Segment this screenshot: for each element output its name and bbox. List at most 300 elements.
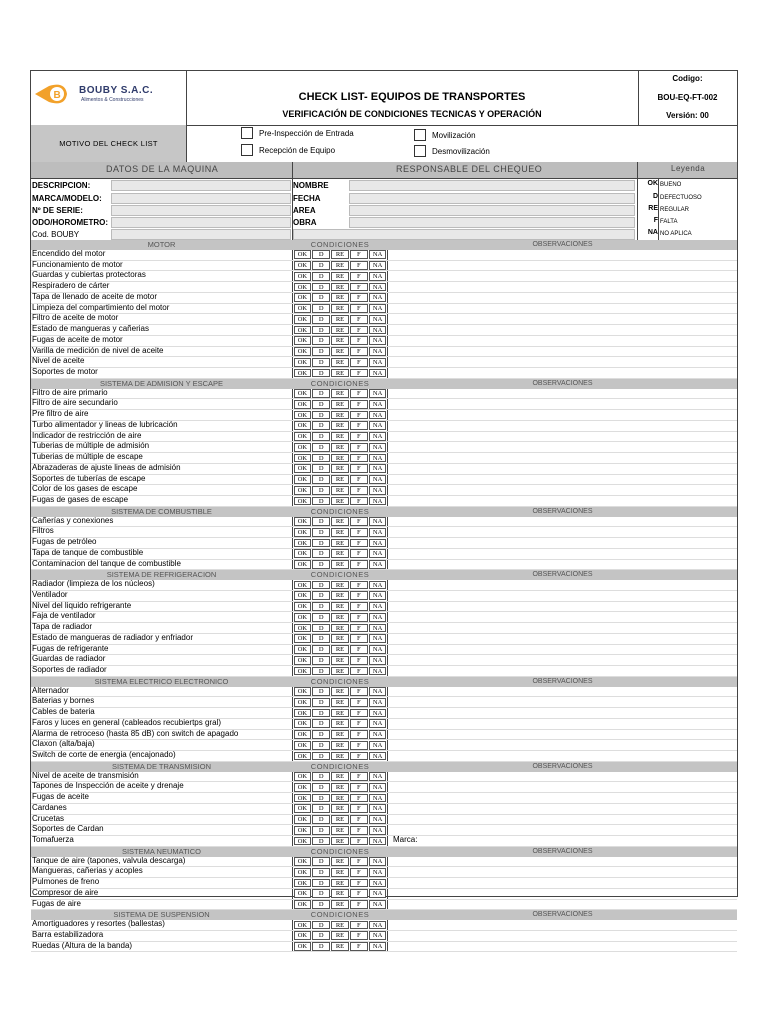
condition-option-f[interactable]: F	[350, 634, 368, 643]
condition-option-f[interactable]: F	[350, 783, 368, 792]
condition-option-ok[interactable]: OK	[294, 921, 312, 930]
condition-option-d[interactable]: D	[312, 497, 330, 506]
condition-option-na[interactable]: NA	[369, 730, 387, 739]
condition-option-re[interactable]: RE	[331, 304, 349, 313]
condition-option-na[interactable]: NA	[369, 400, 387, 409]
condition-option-na[interactable]: NA	[369, 656, 387, 665]
condition-option-na[interactable]: NA	[369, 250, 387, 259]
condition-option-re[interactable]: RE	[331, 560, 349, 569]
condition-option-ok[interactable]: OK	[294, 421, 312, 430]
condition-option-na[interactable]: NA	[369, 591, 387, 600]
nombre-field[interactable]	[349, 180, 635, 191]
condition-option-d[interactable]: D	[312, 719, 330, 728]
condition-option-re[interactable]: RE	[331, 293, 349, 302]
condition-option-ok[interactable]: OK	[294, 347, 312, 356]
condition-option-ok[interactable]: OK	[294, 443, 312, 452]
condition-option-ok[interactable]: OK	[294, 411, 312, 420]
condition-option-ok[interactable]: OK	[294, 804, 312, 813]
condition-option-na[interactable]: NA	[369, 857, 387, 866]
condition-option-d[interactable]: D	[312, 528, 330, 537]
condition-option-f[interactable]: F	[350, 804, 368, 813]
condition-option-na[interactable]: NA	[369, 741, 387, 750]
condition-option-re[interactable]: RE	[331, 411, 349, 420]
condition-option-d[interactable]: D	[312, 369, 330, 378]
condition-option-na[interactable]: NA	[369, 528, 387, 537]
condition-option-na[interactable]: NA	[369, 497, 387, 506]
condition-option-na[interactable]: NA	[369, 783, 387, 792]
marca-modelo-field[interactable]	[111, 193, 291, 204]
condition-option-re[interactable]: RE	[331, 752, 349, 761]
condition-option-ok[interactable]: OK	[294, 293, 312, 302]
condition-option-ok[interactable]: OK	[294, 837, 312, 846]
condition-option-re[interactable]: RE	[331, 942, 349, 951]
condition-option-d[interactable]: D	[312, 783, 330, 792]
condition-option-f[interactable]: F	[350, 879, 368, 888]
condition-option-re[interactable]: RE	[331, 389, 349, 398]
condition-option-ok[interactable]: OK	[294, 581, 312, 590]
condition-option-re[interactable]: RE	[331, 837, 349, 846]
condition-option-d[interactable]: D	[312, 475, 330, 484]
condition-option-f[interactable]: F	[350, 400, 368, 409]
condition-option-f[interactable]: F	[350, 283, 368, 292]
condition-option-d[interactable]: D	[312, 549, 330, 558]
condition-option-d[interactable]: D	[312, 837, 330, 846]
condition-option-d[interactable]: D	[312, 336, 330, 345]
condition-option-ok[interactable]: OK	[294, 772, 312, 781]
condition-option-ok[interactable]: OK	[294, 613, 312, 622]
condition-option-na[interactable]: NA	[369, 868, 387, 877]
condition-option-ok[interactable]: OK	[294, 889, 312, 898]
condition-option-na[interactable]: NA	[369, 837, 387, 846]
condition-option-d[interactable]: D	[312, 645, 330, 654]
condition-option-f[interactable]: F	[350, 581, 368, 590]
condition-option-na[interactable]: NA	[369, 826, 387, 835]
condition-option-ok[interactable]: OK	[294, 931, 312, 940]
condition-option-f[interactable]: F	[350, 560, 368, 569]
serie-field[interactable]	[111, 205, 291, 216]
condition-option-na[interactable]: NA	[369, 667, 387, 676]
condition-option-d[interactable]: D	[312, 261, 330, 270]
condition-option-f[interactable]: F	[350, 411, 368, 420]
condition-option-d[interactable]: D	[312, 272, 330, 281]
area-field[interactable]	[349, 205, 635, 216]
option-movilizacion[interactable]: Movilización	[414, 129, 476, 141]
condition-option-re[interactable]: RE	[331, 539, 349, 548]
condition-option-na[interactable]: NA	[369, 421, 387, 430]
condition-option-na[interactable]: NA	[369, 581, 387, 590]
condition-option-ok[interactable]: OK	[294, 698, 312, 707]
condition-option-d[interactable]: D	[312, 358, 330, 367]
condition-option-ok[interactable]: OK	[294, 719, 312, 728]
condition-option-d[interactable]: D	[312, 687, 330, 696]
condition-option-f[interactable]: F	[350, 443, 368, 452]
condition-option-f[interactable]: F	[350, 602, 368, 611]
condition-option-ok[interactable]: OK	[294, 857, 312, 866]
condition-option-ok[interactable]: OK	[294, 709, 312, 718]
condition-option-d[interactable]: D	[312, 794, 330, 803]
condition-option-ok[interactable]: OK	[294, 497, 312, 506]
condition-option-ok[interactable]: OK	[294, 326, 312, 335]
condition-option-d[interactable]: D	[312, 581, 330, 590]
condition-option-d[interactable]: D	[312, 656, 330, 665]
condition-option-na[interactable]: NA	[369, 315, 387, 324]
condition-option-d[interactable]: D	[312, 591, 330, 600]
condition-option-ok[interactable]: OK	[294, 741, 312, 750]
condition-option-re[interactable]: RE	[331, 826, 349, 835]
condition-option-na[interactable]: NA	[369, 369, 387, 378]
condition-option-f[interactable]: F	[350, 709, 368, 718]
condition-option-f[interactable]: F	[350, 868, 368, 877]
condition-option-na[interactable]: NA	[369, 602, 387, 611]
condition-option-d[interactable]: D	[312, 389, 330, 398]
condition-option-f[interactable]: F	[350, 528, 368, 537]
condition-option-re[interactable]: RE	[331, 528, 349, 537]
condition-option-na[interactable]: NA	[369, 634, 387, 643]
condition-option-f[interactable]: F	[350, 815, 368, 824]
condition-option-na[interactable]: NA	[369, 432, 387, 441]
condition-option-na[interactable]: NA	[369, 624, 387, 633]
condition-option-ok[interactable]: OK	[294, 336, 312, 345]
condition-option-re[interactable]: RE	[331, 421, 349, 430]
condition-option-f[interactable]: F	[350, 326, 368, 335]
condition-option-ok[interactable]: OK	[294, 794, 312, 803]
condition-option-ok[interactable]: OK	[294, 783, 312, 792]
condition-option-d[interactable]: D	[312, 634, 330, 643]
condition-option-ok[interactable]: OK	[294, 560, 312, 569]
condition-option-ok[interactable]: OK	[294, 283, 312, 292]
condition-option-na[interactable]: NA	[369, 517, 387, 526]
condition-option-d[interactable]: D	[312, 741, 330, 750]
condition-option-f[interactable]: F	[350, 432, 368, 441]
condition-option-re[interactable]: RE	[331, 698, 349, 707]
condition-option-d[interactable]: D	[312, 804, 330, 813]
condition-option-re[interactable]: RE	[331, 921, 349, 930]
condition-option-d[interactable]: D	[312, 464, 330, 473]
condition-option-d[interactable]: D	[312, 931, 330, 940]
condition-option-re[interactable]: RE	[331, 879, 349, 888]
condition-option-f[interactable]: F	[350, 347, 368, 356]
condition-option-na[interactable]: NA	[369, 879, 387, 888]
fecha-field[interactable]	[349, 193, 635, 204]
condition-option-f[interactable]: F	[350, 261, 368, 270]
condition-option-f[interactable]: F	[350, 497, 368, 506]
condition-option-ok[interactable]: OK	[294, 868, 312, 877]
checkbox-icon[interactable]	[241, 127, 253, 139]
condition-option-d[interactable]: D	[312, 900, 330, 909]
condition-option-re[interactable]: RE	[331, 730, 349, 739]
option-desmovilizacion[interactable]: Desmovilización	[414, 145, 490, 157]
condition-option-re[interactable]: RE	[331, 634, 349, 643]
condition-option-ok[interactable]: OK	[294, 752, 312, 761]
condition-option-ok[interactable]: OK	[294, 667, 312, 676]
condition-option-ok[interactable]: OK	[294, 539, 312, 548]
condition-option-re[interactable]: RE	[331, 687, 349, 696]
condition-option-ok[interactable]: OK	[294, 315, 312, 324]
condition-option-f[interactable]: F	[350, 421, 368, 430]
condition-option-d[interactable]: D	[312, 421, 330, 430]
condition-option-na[interactable]: NA	[369, 942, 387, 951]
condition-option-d[interactable]: D	[312, 879, 330, 888]
condition-option-na[interactable]: NA	[369, 464, 387, 473]
condition-option-ok[interactable]: OK	[294, 624, 312, 633]
condition-option-f[interactable]: F	[350, 730, 368, 739]
condition-option-re[interactable]: RE	[331, 857, 349, 866]
condition-option-re[interactable]: RE	[331, 443, 349, 452]
checkbox-icon[interactable]	[241, 144, 253, 156]
condition-option-f[interactable]: F	[350, 687, 368, 696]
option-pre-inspeccion[interactable]: Pre-Inspección de Entrada	[241, 127, 354, 139]
condition-option-f[interactable]: F	[350, 358, 368, 367]
condition-option-na[interactable]: NA	[369, 304, 387, 313]
condition-option-d[interactable]: D	[312, 517, 330, 526]
condition-option-d[interactable]: D	[312, 815, 330, 824]
condition-option-re[interactable]: RE	[331, 783, 349, 792]
condition-option-na[interactable]: NA	[369, 794, 387, 803]
condition-option-f[interactable]: F	[350, 667, 368, 676]
condition-option-re[interactable]: RE	[331, 283, 349, 292]
condition-option-d[interactable]: D	[312, 486, 330, 495]
condition-option-na[interactable]: NA	[369, 772, 387, 781]
horometro-field[interactable]	[111, 217, 291, 228]
condition-option-na[interactable]: NA	[369, 613, 387, 622]
condition-option-na[interactable]: NA	[369, 454, 387, 463]
condition-option-f[interactable]: F	[350, 549, 368, 558]
condition-option-na[interactable]: NA	[369, 261, 387, 270]
condition-option-na[interactable]: NA	[369, 358, 387, 367]
condition-option-re[interactable]: RE	[331, 900, 349, 909]
condition-option-d[interactable]: D	[312, 283, 330, 292]
condition-option-re[interactable]: RE	[331, 454, 349, 463]
condition-option-re[interactable]: RE	[331, 272, 349, 281]
cod-bouby-field[interactable]	[111, 229, 291, 240]
condition-option-na[interactable]: NA	[369, 719, 387, 728]
condition-option-f[interactable]: F	[350, 698, 368, 707]
condition-option-f[interactable]: F	[350, 315, 368, 324]
condition-option-f[interactable]: F	[350, 389, 368, 398]
condition-option-re[interactable]: RE	[331, 719, 349, 728]
condition-option-d[interactable]: D	[312, 826, 330, 835]
condition-option-ok[interactable]: OK	[294, 900, 312, 909]
condition-option-re[interactable]: RE	[331, 889, 349, 898]
condition-option-d[interactable]: D	[312, 667, 330, 676]
condition-option-re[interactable]: RE	[331, 602, 349, 611]
condition-option-na[interactable]: NA	[369, 347, 387, 356]
condition-option-re[interactable]: RE	[331, 517, 349, 526]
condition-option-f[interactable]: F	[350, 613, 368, 622]
condition-option-re[interactable]: RE	[331, 261, 349, 270]
condition-option-na[interactable]: NA	[369, 549, 387, 558]
condition-option-ok[interactable]: OK	[294, 475, 312, 484]
condition-option-d[interactable]: D	[312, 752, 330, 761]
responsable-extra-field[interactable]	[293, 229, 635, 240]
condition-option-f[interactable]: F	[350, 900, 368, 909]
condition-option-f[interactable]: F	[350, 486, 368, 495]
condition-option-na[interactable]: NA	[369, 443, 387, 452]
condition-option-f[interactable]: F	[350, 517, 368, 526]
condition-option-d[interactable]: D	[312, 889, 330, 898]
condition-option-ok[interactable]: OK	[294, 645, 312, 654]
condition-option-ok[interactable]: OK	[294, 879, 312, 888]
condition-option-re[interactable]: RE	[331, 432, 349, 441]
condition-option-d[interactable]: D	[312, 698, 330, 707]
condition-option-na[interactable]: NA	[369, 326, 387, 335]
condition-option-f[interactable]: F	[350, 857, 368, 866]
condition-option-d[interactable]: D	[312, 293, 330, 302]
condition-option-f[interactable]: F	[350, 794, 368, 803]
condition-option-ok[interactable]: OK	[294, 656, 312, 665]
condition-option-d[interactable]: D	[312, 613, 330, 622]
condition-option-f[interactable]: F	[350, 591, 368, 600]
condition-option-re[interactable]: RE	[331, 549, 349, 558]
condition-option-d[interactable]: D	[312, 432, 330, 441]
condition-option-d[interactable]: D	[312, 602, 330, 611]
condition-option-na[interactable]: NA	[369, 293, 387, 302]
condition-option-na[interactable]: NA	[369, 709, 387, 718]
condition-option-f[interactable]: F	[350, 921, 368, 930]
condition-option-ok[interactable]: OK	[294, 358, 312, 367]
condition-option-ok[interactable]: OK	[294, 389, 312, 398]
condition-option-f[interactable]: F	[350, 250, 368, 259]
condition-option-na[interactable]: NA	[369, 411, 387, 420]
condition-option-re[interactable]: RE	[331, 868, 349, 877]
condition-option-d[interactable]: D	[312, 304, 330, 313]
condition-option-d[interactable]: D	[312, 400, 330, 409]
condition-option-d[interactable]: D	[312, 250, 330, 259]
condition-option-na[interactable]: NA	[369, 560, 387, 569]
condition-option-d[interactable]: D	[312, 624, 330, 633]
condition-option-f[interactable]: F	[350, 889, 368, 898]
condition-option-f[interactable]: F	[350, 304, 368, 313]
condition-option-f[interactable]: F	[350, 942, 368, 951]
condition-option-re[interactable]: RE	[331, 464, 349, 473]
condition-option-d[interactable]: D	[312, 347, 330, 356]
condition-option-ok[interactable]: OK	[294, 261, 312, 270]
condition-option-na[interactable]: NA	[369, 283, 387, 292]
condition-option-ok[interactable]: OK	[294, 400, 312, 409]
condition-option-na[interactable]: NA	[369, 645, 387, 654]
condition-option-re[interactable]: RE	[331, 336, 349, 345]
condition-option-re[interactable]: RE	[331, 347, 349, 356]
condition-option-ok[interactable]: OK	[294, 815, 312, 824]
condition-option-re[interactable]: RE	[331, 591, 349, 600]
condition-option-re[interactable]: RE	[331, 581, 349, 590]
condition-option-d[interactable]: D	[312, 326, 330, 335]
condition-option-re[interactable]: RE	[331, 497, 349, 506]
condition-option-na[interactable]: NA	[369, 900, 387, 909]
condition-option-na[interactable]: NA	[369, 486, 387, 495]
condition-option-d[interactable]: D	[312, 411, 330, 420]
condition-option-f[interactable]: F	[350, 539, 368, 548]
condition-option-f[interactable]: F	[350, 475, 368, 484]
condition-option-d[interactable]: D	[312, 315, 330, 324]
checkbox-icon[interactable]	[414, 145, 426, 157]
condition-option-re[interactable]: RE	[331, 656, 349, 665]
condition-option-f[interactable]: F	[350, 336, 368, 345]
condition-option-re[interactable]: RE	[331, 815, 349, 824]
checkbox-icon[interactable]	[414, 129, 426, 141]
condition-option-re[interactable]: RE	[331, 709, 349, 718]
condition-option-re[interactable]: RE	[331, 326, 349, 335]
condition-option-na[interactable]: NA	[369, 336, 387, 345]
condition-option-ok[interactable]: OK	[294, 517, 312, 526]
condition-option-ok[interactable]: OK	[294, 486, 312, 495]
condition-option-na[interactable]: NA	[369, 272, 387, 281]
condition-option-d[interactable]: D	[312, 772, 330, 781]
condition-option-re[interactable]: RE	[331, 315, 349, 324]
condition-option-f[interactable]: F	[350, 837, 368, 846]
condition-option-d[interactable]: D	[312, 730, 330, 739]
condition-option-ok[interactable]: OK	[294, 826, 312, 835]
condition-option-d[interactable]: D	[312, 560, 330, 569]
condition-option-f[interactable]: F	[350, 752, 368, 761]
condition-option-d[interactable]: D	[312, 539, 330, 548]
condition-option-re[interactable]: RE	[331, 486, 349, 495]
condition-option-d[interactable]: D	[312, 857, 330, 866]
condition-option-ok[interactable]: OK	[294, 250, 312, 259]
condition-option-f[interactable]: F	[350, 772, 368, 781]
condition-option-f[interactable]: F	[350, 826, 368, 835]
condition-option-f[interactable]: F	[350, 741, 368, 750]
condition-option-ok[interactable]: OK	[294, 942, 312, 951]
condition-option-na[interactable]: NA	[369, 698, 387, 707]
condition-option-d[interactable]: D	[312, 454, 330, 463]
condition-option-re[interactable]: RE	[331, 369, 349, 378]
condition-option-d[interactable]: D	[312, 942, 330, 951]
condition-option-re[interactable]: RE	[331, 400, 349, 409]
condition-option-na[interactable]: NA	[369, 815, 387, 824]
condition-option-na[interactable]: NA	[369, 804, 387, 813]
condition-option-f[interactable]: F	[350, 293, 368, 302]
condition-option-re[interactable]: RE	[331, 358, 349, 367]
condition-option-na[interactable]: NA	[369, 752, 387, 761]
condition-option-re[interactable]: RE	[331, 741, 349, 750]
condition-option-f[interactable]: F	[350, 454, 368, 463]
condition-option-ok[interactable]: OK	[294, 602, 312, 611]
condition-option-re[interactable]: RE	[331, 250, 349, 259]
condition-option-ok[interactable]: OK	[294, 304, 312, 313]
condition-option-f[interactable]: F	[350, 931, 368, 940]
condition-option-d[interactable]: D	[312, 709, 330, 718]
condition-option-re[interactable]: RE	[331, 931, 349, 940]
condition-option-na[interactable]: NA	[369, 475, 387, 484]
condition-option-na[interactable]: NA	[369, 931, 387, 940]
condition-option-d[interactable]: D	[312, 921, 330, 930]
condition-option-ok[interactable]: OK	[294, 549, 312, 558]
condition-option-re[interactable]: RE	[331, 624, 349, 633]
obra-field[interactable]	[349, 217, 635, 228]
descripcion-field[interactable]	[111, 180, 291, 191]
condition-option-f[interactable]: F	[350, 719, 368, 728]
condition-option-re[interactable]: RE	[331, 804, 349, 813]
condition-option-ok[interactable]: OK	[294, 454, 312, 463]
condition-option-d[interactable]: D	[312, 443, 330, 452]
condition-option-f[interactable]: F	[350, 369, 368, 378]
condition-option-re[interactable]: RE	[331, 645, 349, 654]
condition-option-d[interactable]: D	[312, 868, 330, 877]
condition-option-ok[interactable]: OK	[294, 687, 312, 696]
condition-option-na[interactable]: NA	[369, 687, 387, 696]
condition-option-f[interactable]: F	[350, 464, 368, 473]
option-recepcion[interactable]: Recepción de Equipo	[241, 144, 335, 156]
condition-option-f[interactable]: F	[350, 272, 368, 281]
condition-option-re[interactable]: RE	[331, 794, 349, 803]
condition-option-ok[interactable]: OK	[294, 272, 312, 281]
condition-option-ok[interactable]: OK	[294, 369, 312, 378]
condition-option-ok[interactable]: OK	[294, 634, 312, 643]
condition-option-re[interactable]: RE	[331, 667, 349, 676]
condition-option-na[interactable]: NA	[369, 889, 387, 898]
condition-option-na[interactable]: NA	[369, 921, 387, 930]
